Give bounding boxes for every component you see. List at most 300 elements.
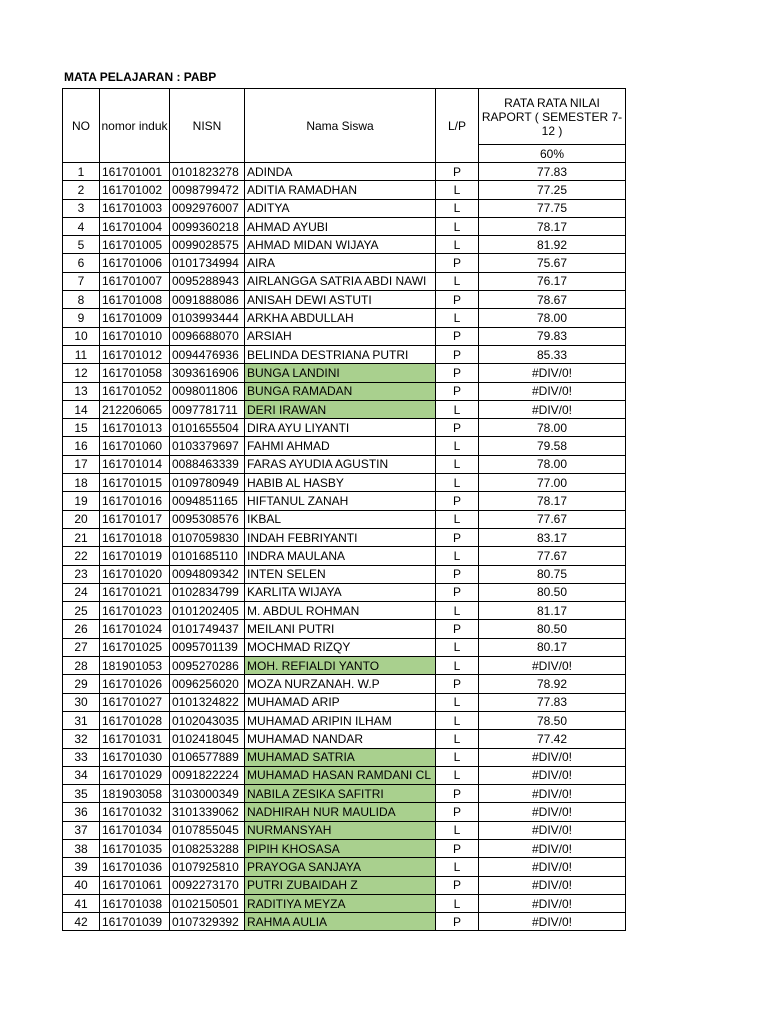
row-no: 29	[63, 675, 100, 693]
row-nama-siswa: RAHMA AULIA	[245, 913, 436, 931]
row-nomor-induk: 161701030	[100, 748, 170, 766]
table-row	[63, 437, 626, 455]
row-no: 36	[63, 803, 100, 821]
row-lp: P	[436, 327, 479, 345]
row-nisn: 0096256020	[170, 675, 245, 693]
row-no: 18	[63, 474, 100, 492]
row-lp: P	[436, 839, 479, 857]
row-lp: L	[436, 236, 479, 254]
table-row	[63, 748, 626, 766]
row-nama-siswa: BUNGA RAMADAN	[245, 382, 436, 400]
row-nilai: 77.25	[479, 181, 626, 199]
row-nilai: #DIV/0!	[479, 839, 626, 857]
row-nama-siswa: IKBAL	[245, 510, 436, 528]
row-lp: L	[436, 638, 479, 656]
row-nama-siswa: ARKHA ABDULLAH	[245, 309, 436, 327]
row-nomor-induk: 161701008	[100, 291, 170, 309]
table-row	[63, 693, 626, 711]
table-row	[63, 510, 626, 528]
row-nomor-induk: 181901053	[100, 657, 170, 675]
header-lp: L/P	[436, 89, 479, 163]
row-nilai: 78.67	[479, 291, 626, 309]
row-lp: P	[436, 492, 479, 510]
table-row	[63, 711, 626, 729]
row-no: 21	[63, 528, 100, 546]
row-nisn: 0103993444	[170, 309, 245, 327]
table-row	[63, 345, 626, 363]
header-row	[63, 89, 626, 145]
row-nomor-induk: 161701023	[100, 602, 170, 620]
row-nilai: 83.17	[479, 528, 626, 546]
row-nama-siswa: MUHAMAD ARIP	[245, 693, 436, 711]
row-lp: L	[436, 693, 479, 711]
row-nisn: 0107329392	[170, 913, 245, 931]
row-lp: P	[436, 803, 479, 821]
row-nisn: 0102834799	[170, 583, 245, 601]
row-nama-siswa: ADITIA RAMADHAN	[245, 181, 436, 199]
row-nama-siswa: MOCHMAD RIZQY	[245, 638, 436, 656]
row-nomor-induk: 161701017	[100, 510, 170, 528]
row-no: 23	[63, 565, 100, 583]
row-lp: L	[436, 821, 479, 839]
row-no: 27	[63, 638, 100, 656]
row-lp: L	[436, 657, 479, 675]
row-nama-siswa: NABILA ZESIKA SAFITRI	[245, 785, 436, 803]
row-nilai: 78.92	[479, 675, 626, 693]
row-nomor-induk: 161701021	[100, 583, 170, 601]
row-nama-siswa: M. ABDUL ROHMAN	[245, 602, 436, 620]
row-nama-siswa: MUHAMAD NANDAR	[245, 730, 436, 748]
table-row	[63, 199, 626, 217]
row-nomor-induk: 161701038	[100, 894, 170, 912]
row-nisn: 0101685110	[170, 547, 245, 565]
row-no: 39	[63, 858, 100, 876]
row-nomor-induk: 161701061	[100, 876, 170, 894]
row-lp: P	[436, 163, 479, 181]
row-no: 17	[63, 455, 100, 473]
row-nisn: 0109780949	[170, 474, 245, 492]
table-row	[63, 217, 626, 235]
grade-table	[62, 88, 626, 931]
row-nilai: 78.50	[479, 711, 626, 729]
row-nisn: 0092976007	[170, 199, 245, 217]
row-nisn: 0094809342	[170, 565, 245, 583]
row-lp: L	[436, 510, 479, 528]
row-no: 2	[63, 181, 100, 199]
row-nilai: 77.42	[479, 730, 626, 748]
row-lp: P	[436, 785, 479, 803]
row-nilai: #DIV/0!	[479, 894, 626, 912]
row-lp: L	[436, 217, 479, 235]
row-lp: P	[436, 876, 479, 894]
row-lp: L	[436, 547, 479, 565]
row-nomor-induk: 161701020	[100, 565, 170, 583]
row-nilai: 78.00	[479, 455, 626, 473]
row-nilai: #DIV/0!	[479, 913, 626, 931]
row-no: 28	[63, 657, 100, 675]
row-nilai: 78.17	[479, 492, 626, 510]
row-nomor-induk: 161701004	[100, 217, 170, 235]
row-nilai: #DIV/0!	[479, 364, 626, 382]
row-nama-siswa: MUHAMAD HASAN RAMDANI CL	[245, 766, 436, 784]
table-row	[63, 474, 626, 492]
table-row	[63, 181, 626, 199]
row-no: 10	[63, 327, 100, 345]
row-nilai: #DIV/0!	[479, 766, 626, 784]
row-nomor-induk: 161701024	[100, 620, 170, 638]
row-nisn: 0096688070	[170, 327, 245, 345]
row-nama-siswa: NADHIRAH NUR MAULIDA	[245, 803, 436, 821]
row-no: 5	[63, 236, 100, 254]
row-nisn: 3093616906	[170, 364, 245, 382]
row-nilai: 81.92	[479, 236, 626, 254]
table-row	[63, 455, 626, 473]
row-nilai: 77.83	[479, 163, 626, 181]
row-nisn: 0107925810	[170, 858, 245, 876]
row-nama-siswa: BELINDA DESTRIANA PUTRI	[245, 345, 436, 363]
row-nilai: #DIV/0!	[479, 748, 626, 766]
row-nisn: 0103379697	[170, 437, 245, 455]
row-nilai: 85.33	[479, 345, 626, 363]
row-nisn: 0101749437	[170, 620, 245, 638]
table-row	[63, 327, 626, 345]
grade-table-body	[63, 163, 626, 931]
row-nomor-induk: 161701052	[100, 382, 170, 400]
row-lp: L	[436, 711, 479, 729]
row-nomor-induk: 161701012	[100, 345, 170, 363]
row-no: 11	[63, 345, 100, 363]
row-no: 34	[63, 766, 100, 784]
row-nisn: 0099028575	[170, 236, 245, 254]
row-nisn: 0095701139	[170, 638, 245, 656]
row-lp: P	[436, 583, 479, 601]
row-nomor-induk: 161701058	[100, 364, 170, 382]
row-nomor-induk: 161701019	[100, 547, 170, 565]
row-nama-siswa: MUHAMAD ARIPIN ILHAM	[245, 711, 436, 729]
row-nama-siswa: FARAS AYUDIA AGUSTIN	[245, 455, 436, 473]
row-nama-siswa: HABIB AL HASBY	[245, 474, 436, 492]
row-nama-siswa: INDRA MAULANA	[245, 547, 436, 565]
row-lp: P	[436, 675, 479, 693]
row-nomor-induk: 161701002	[100, 181, 170, 199]
row-no: 14	[63, 400, 100, 418]
row-nomor-induk: 161701018	[100, 528, 170, 546]
row-nilai: #DIV/0!	[479, 876, 626, 894]
row-nilai: 76.17	[479, 272, 626, 290]
row-nama-siswa: ADITYA	[245, 199, 436, 217]
row-nisn: 0101202405	[170, 602, 245, 620]
table-row	[63, 382, 626, 400]
subject-title: MATA PELAJARAN : PABP	[64, 70, 217, 84]
table-row	[63, 364, 626, 382]
row-nisn: 0108253288	[170, 839, 245, 857]
row-nomor-induk: 161701028	[100, 711, 170, 729]
row-nama-siswa: DERI IRAWAN	[245, 400, 436, 418]
row-nisn: 0101655504	[170, 419, 245, 437]
row-nomor-induk: 161701039	[100, 913, 170, 931]
row-no: 9	[63, 309, 100, 327]
table-row	[63, 528, 626, 546]
row-nisn: 0102150501	[170, 894, 245, 912]
table-row	[63, 547, 626, 565]
row-nama-siswa: INDAH FEBRIYANTI	[245, 528, 436, 546]
row-nilai: 75.67	[479, 254, 626, 272]
row-nomor-induk: 161701029	[100, 766, 170, 784]
row-lp: L	[436, 602, 479, 620]
row-no: 6	[63, 254, 100, 272]
row-nama-siswa: ANISAH DEWI ASTUTI	[245, 291, 436, 309]
table-row	[63, 583, 626, 601]
row-nilai: 79.58	[479, 437, 626, 455]
table-row	[63, 254, 626, 272]
row-no: 35	[63, 785, 100, 803]
row-nisn: 0101734994	[170, 254, 245, 272]
row-nomor-induk: 161701060	[100, 437, 170, 455]
table-row	[63, 291, 626, 309]
row-nomor-induk: 161701036	[100, 858, 170, 876]
row-nilai: #DIV/0!	[479, 803, 626, 821]
row-nisn: 0091822224	[170, 766, 245, 784]
row-nama-siswa: RADITIYA MEYZA	[245, 894, 436, 912]
header-nisn: NISN	[170, 89, 245, 163]
row-lp: L	[436, 455, 479, 473]
row-nilai: 81.17	[479, 602, 626, 620]
row-lp: L	[436, 748, 479, 766]
row-no: 20	[63, 510, 100, 528]
row-nisn: 0107059830	[170, 528, 245, 546]
row-nama-siswa: INTEN SELEN	[245, 565, 436, 583]
table-row	[63, 766, 626, 784]
header-percent: 60%	[479, 145, 626, 163]
row-no: 4	[63, 217, 100, 235]
table-row	[63, 638, 626, 656]
row-no: 15	[63, 419, 100, 437]
row-nisn: 0088463339	[170, 455, 245, 473]
row-nisn: 0094851165	[170, 492, 245, 510]
table-row	[63, 602, 626, 620]
row-lp: L	[436, 730, 479, 748]
row-nomor-induk: 161701013	[100, 419, 170, 437]
row-no: 1	[63, 163, 100, 181]
table-row	[63, 675, 626, 693]
row-nilai: 80.50	[479, 583, 626, 601]
row-nilai: #DIV/0!	[479, 400, 626, 418]
row-lp: L	[436, 766, 479, 784]
row-no: 38	[63, 839, 100, 857]
row-nomor-induk: 161701026	[100, 675, 170, 693]
row-lp: P	[436, 528, 479, 546]
row-lp: P	[436, 913, 479, 931]
row-nilai: 77.67	[479, 510, 626, 528]
row-nama-siswa: MUHAMAD SATRIA	[245, 748, 436, 766]
row-lp: L	[436, 858, 479, 876]
row-no: 22	[63, 547, 100, 565]
row-nomor-induk: 161701014	[100, 455, 170, 473]
table-row	[63, 821, 626, 839]
row-nilai: 80.75	[479, 565, 626, 583]
row-nama-siswa: MOH. REFIALDI YANTO	[245, 657, 436, 675]
table-row	[63, 272, 626, 290]
row-nilai: 79.83	[479, 327, 626, 345]
row-nisn: 0098799472	[170, 181, 245, 199]
row-nomor-induk: 161701010	[100, 327, 170, 345]
row-lp: L	[436, 437, 479, 455]
row-nama-siswa: PIPIH KHOSASA	[245, 839, 436, 857]
row-no: 40	[63, 876, 100, 894]
row-nama-siswa: HIFTANUL ZANAH	[245, 492, 436, 510]
row-nama-siswa: AIRA	[245, 254, 436, 272]
table-row	[63, 785, 626, 803]
row-no: 26	[63, 620, 100, 638]
row-lp: P	[436, 364, 479, 382]
row-lp: L	[436, 400, 479, 418]
row-nama-siswa: ADINDA	[245, 163, 436, 181]
row-no: 7	[63, 272, 100, 290]
row-nomor-induk: 212206065	[100, 400, 170, 418]
row-nisn: 0095288943	[170, 272, 245, 290]
row-no: 37	[63, 821, 100, 839]
row-lp: L	[436, 894, 479, 912]
row-nama-siswa: AHMAD AYUBI	[245, 217, 436, 235]
row-nama-siswa: AHMAD MIDAN WIJAYA	[245, 236, 436, 254]
row-no: 24	[63, 583, 100, 601]
row-nilai: 80.17	[479, 638, 626, 656]
table-row	[63, 419, 626, 437]
row-nomor-induk: 161701001	[100, 163, 170, 181]
row-lp: L	[436, 474, 479, 492]
row-no: 13	[63, 382, 100, 400]
row-lp: L	[436, 199, 479, 217]
row-nomor-induk: 181903058	[100, 785, 170, 803]
row-nomor-induk: 161701035	[100, 839, 170, 857]
header-rata-rata: RATA RATA NILAI RAPORT ( SEMESTER 7-12 )	[479, 89, 626, 145]
row-lp: P	[436, 291, 479, 309]
row-no: 12	[63, 364, 100, 382]
row-lp: P	[436, 345, 479, 363]
row-no: 8	[63, 291, 100, 309]
row-nilai: #DIV/0!	[479, 858, 626, 876]
row-nilai: 80.50	[479, 620, 626, 638]
row-no: 16	[63, 437, 100, 455]
row-nomor-induk: 161701007	[100, 272, 170, 290]
row-nilai: 77.83	[479, 693, 626, 711]
row-lp: P	[436, 254, 479, 272]
row-nomor-induk: 161701005	[100, 236, 170, 254]
row-nama-siswa: FAHMI AHMAD	[245, 437, 436, 455]
table-row	[63, 657, 626, 675]
row-nama-siswa: AIRLANGGA SATRIA ABDI NAWI	[245, 272, 436, 290]
table-row	[63, 730, 626, 748]
table-row	[63, 309, 626, 327]
header-nama-siswa: Nama Siswa	[245, 89, 436, 163]
row-nilai: 78.17	[479, 217, 626, 235]
row-nomor-induk: 161701003	[100, 199, 170, 217]
row-no: 33	[63, 748, 100, 766]
row-lp: P	[436, 419, 479, 437]
table-row	[63, 492, 626, 510]
table-row	[63, 839, 626, 857]
row-nilai: #DIV/0!	[479, 657, 626, 675]
row-nilai: #DIV/0!	[479, 785, 626, 803]
row-nisn: 0091888086	[170, 291, 245, 309]
row-no: 3	[63, 199, 100, 217]
row-nama-siswa: MEILANI PUTRI	[245, 620, 436, 638]
row-nisn: 0102043035	[170, 711, 245, 729]
row-nilai: 77.67	[479, 547, 626, 565]
row-no: 19	[63, 492, 100, 510]
row-nilai: #DIV/0!	[479, 821, 626, 839]
row-lp: P	[436, 382, 479, 400]
row-nomor-induk: 161701006	[100, 254, 170, 272]
row-nama-siswa: BUNGA LANDINI	[245, 364, 436, 382]
row-nisn: 0107855045	[170, 821, 245, 839]
row-nomor-induk: 161701009	[100, 309, 170, 327]
table-row	[63, 876, 626, 894]
row-lp: L	[436, 309, 479, 327]
row-lp: P	[436, 565, 479, 583]
row-nilai: #DIV/0!	[479, 382, 626, 400]
row-nisn: 3101339062	[170, 803, 245, 821]
row-nisn: 0099360218	[170, 217, 245, 235]
row-nisn: 0097781711	[170, 400, 245, 418]
header-no: NO	[63, 89, 100, 163]
row-nama-siswa: ARSIAH	[245, 327, 436, 345]
row-no: 31	[63, 711, 100, 729]
table-row	[63, 565, 626, 583]
row-nomor-induk: 161701034	[100, 821, 170, 839]
row-no: 41	[63, 894, 100, 912]
row-nomor-induk: 161701032	[100, 803, 170, 821]
row-no: 42	[63, 913, 100, 931]
row-nama-siswa: PRAYOGA SANJAYA	[245, 858, 436, 876]
row-nisn: 0092273170	[170, 876, 245, 894]
row-nilai: 78.00	[479, 419, 626, 437]
row-lp: L	[436, 272, 479, 290]
row-nomor-induk: 161701031	[100, 730, 170, 748]
row-nisn: 3103000349	[170, 785, 245, 803]
row-nilai: 78.00	[479, 309, 626, 327]
table-row	[63, 913, 626, 931]
row-nisn: 0095270286	[170, 657, 245, 675]
row-no: 32	[63, 730, 100, 748]
row-nama-siswa: KARLITA WIJAYA	[245, 583, 436, 601]
row-nisn: 0098011806	[170, 382, 245, 400]
row-no: 25	[63, 602, 100, 620]
row-lp: P	[436, 620, 479, 638]
row-nomor-induk: 161701016	[100, 492, 170, 510]
table-row	[63, 858, 626, 876]
table-row	[63, 620, 626, 638]
row-nilai: 77.75	[479, 199, 626, 217]
row-nama-siswa: DIRA AYU LIYANTI	[245, 419, 436, 437]
row-nisn: 0106577889	[170, 748, 245, 766]
row-nomor-induk: 161701015	[100, 474, 170, 492]
row-nama-siswa: NURMANSYAH	[245, 821, 436, 839]
row-nisn: 0101324822	[170, 693, 245, 711]
row-nisn: 0094476936	[170, 345, 245, 363]
table-row	[63, 163, 626, 181]
row-nomor-induk: 161701027	[100, 693, 170, 711]
table-row	[63, 236, 626, 254]
row-nomor-induk: 161701025	[100, 638, 170, 656]
row-nama-siswa: PUTRI ZUBAIDAH Z	[245, 876, 436, 894]
table-row	[63, 400, 626, 418]
row-nisn: 0101823278	[170, 163, 245, 181]
row-nisn: 0095308576	[170, 510, 245, 528]
header-nomor-induk: nomor induk	[100, 89, 170, 163]
row-no: 30	[63, 693, 100, 711]
row-nisn: 0102418045	[170, 730, 245, 748]
